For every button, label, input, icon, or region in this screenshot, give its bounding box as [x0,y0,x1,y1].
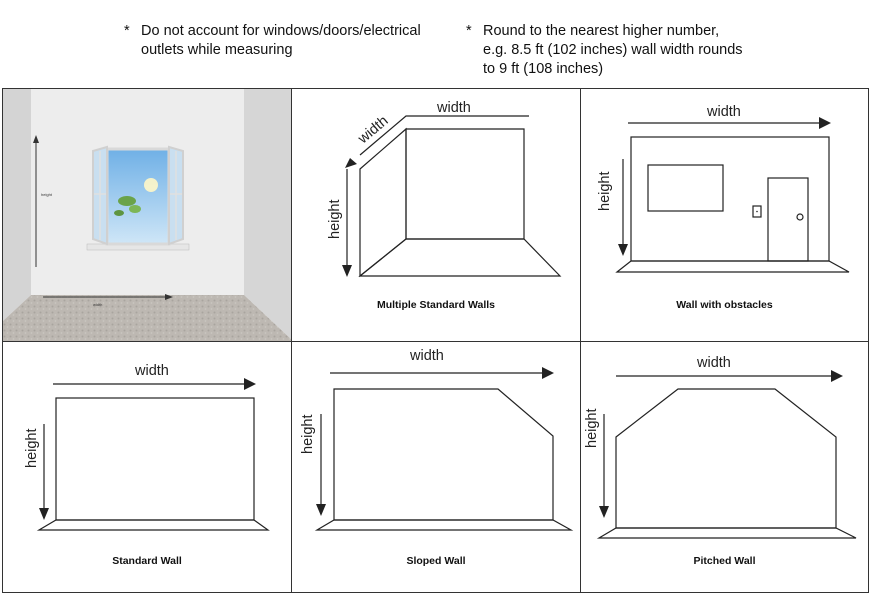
obstacles-panel [580,88,869,342]
width-label: width [410,348,444,364]
width-arrow [53,378,256,390]
width-label: width [135,363,169,379]
sloped-wall-panel [291,341,581,593]
floor-outline [39,520,268,530]
width-label: width [437,100,471,116]
width-label: width [707,104,741,120]
height-arrow [599,414,609,518]
width-label: width [697,355,731,371]
height-arrow [39,424,49,520]
wall-outline [616,389,836,528]
side-wall-outline [360,129,406,276]
note-obstacles [124,22,454,60]
wall-outline [334,389,553,520]
caption-standard-wall: Standard Wall [112,555,182,567]
caption-multiple-walls: Multiple Standard Walls [376,299,496,311]
height-label: height [327,199,343,239]
pitched-wall-panel [580,341,869,593]
floor-outline [317,520,571,530]
room-illustration [3,89,292,342]
note-bullet: * [124,23,130,39]
note-bullet: * [466,23,472,39]
caption-pitched-wall: Pitched Wall [693,555,756,567]
width-arrow [330,367,554,379]
height-label: height [24,428,40,468]
height-label: height [584,408,600,448]
height-label: height [300,414,316,454]
width-arrow [616,370,843,382]
window-obstacle [648,165,723,211]
floor-outline [617,261,849,272]
wall-types-grid [2,88,869,593]
height-arrow [342,169,352,277]
note-rounding [466,22,786,79]
diagonal-width-label: width [355,113,392,148]
room-photo-panel [2,88,292,342]
back-wall-outline [406,129,524,239]
standard-wall-panel [2,341,292,593]
height-arrow [316,414,326,516]
height-arrow [618,159,628,256]
height-label: height [597,171,613,211]
photo-height-label: height [41,192,52,197]
left-side-wall [3,89,31,321]
caption-obstacles: Wall with obstacles [676,299,773,311]
floor-outline [360,239,560,276]
door-knob [797,214,803,220]
note-text: Round to the nearest higher number, e.g. 8.5 ft (102 inches) wall width rounds to 9 ft (108 inches) [483,23,743,77]
window [87,147,189,250]
floor-outline [599,528,856,538]
note-text: Do not account for windows/doors/electrical outlets while measuring [141,23,421,58]
caption-sloped-wall: Sloped Wall [406,555,466,567]
wall-outline [56,398,254,520]
wall-outline [631,137,829,261]
photo-width-label: width [93,302,103,307]
carpet-floor [3,295,292,341]
multiple-walls-panel [291,88,581,342]
